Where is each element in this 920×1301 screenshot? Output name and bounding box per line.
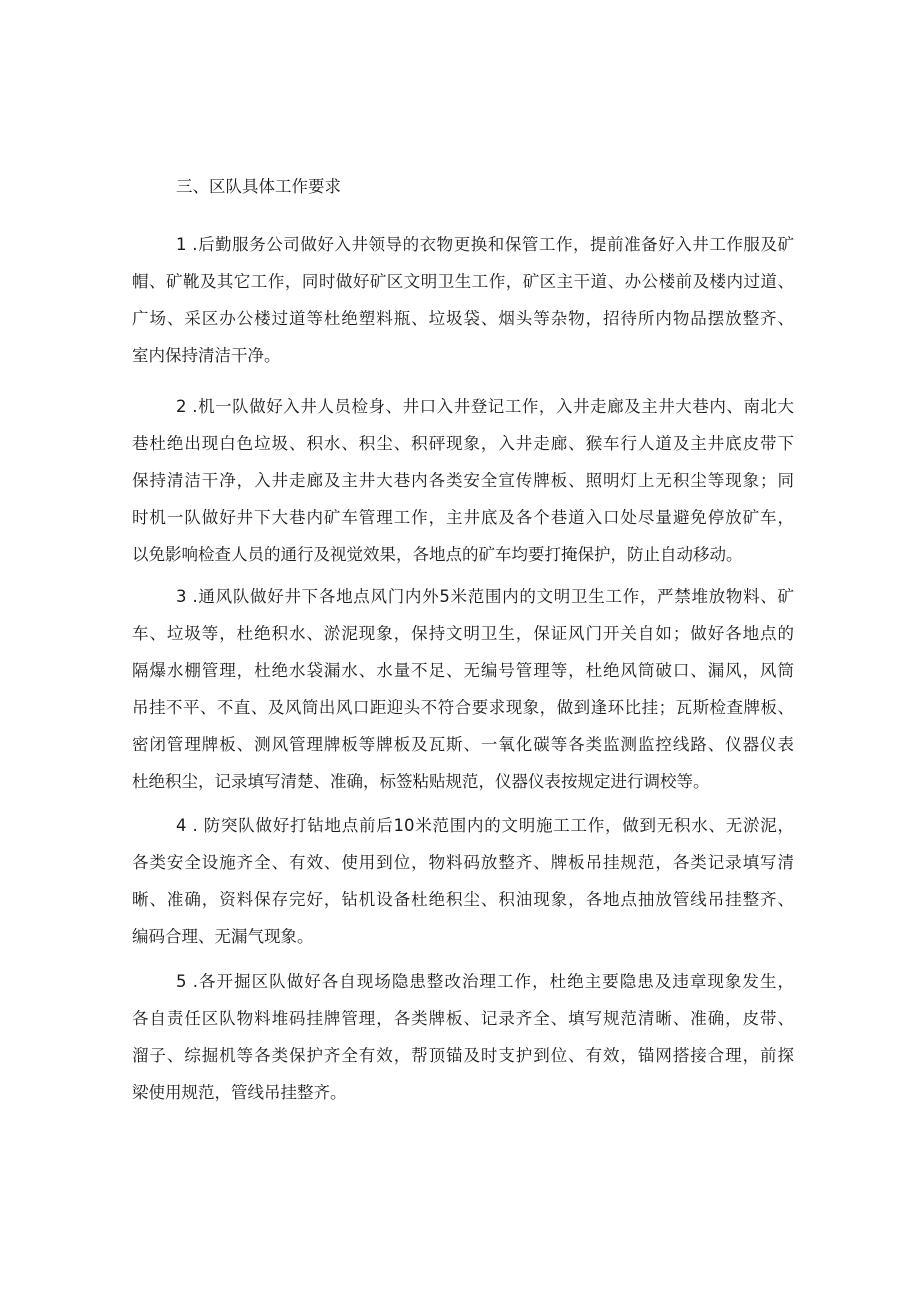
- paragraph-line: 3 .通风队做好井下各地点风门内外5米范围内的文明卫生工作，严禁堆放物料、矿: [176, 587, 794, 606]
- paragraph-5: [132, 970, 794, 1118]
- paragraph-line: 溜子、综掘机等各类保护齐全有效，帮顶锚及时支护到位、有效，锚网搭接合理，前探: [132, 1046, 794, 1065]
- paragraph-line: 保持清洁干净，入井走廊及主井大巷内各类安全宣传牌板、照明灯上无积尘等现象；同: [132, 471, 794, 490]
- section-title: 三、区队具体工作要求: [176, 177, 341, 196]
- paragraph-line: 5 .各开掘区队做好各自现场隐患整改治理工作，杜绝主要隐患及违章现象发生，: [176, 972, 794, 991]
- paragraph-line: 吊挂不平、不直、及风筒出风口距迎头不符合要求现象，做到逢环比挂；瓦斯检查牌板、: [132, 698, 794, 717]
- paragraph-line: 杜绝积尘，记录填写清楚、准确，标签粘贴规范，仪器仪表按规定进行调校等。: [132, 772, 710, 791]
- paragraph-line: 隔爆水棚管理，杜绝水袋漏水、水量不足、无编号管理等，杜绝风筒破口、漏风，风筒: [132, 661, 794, 680]
- paragraph-line: 晰、准确，资料保存完好，钻机设备杜绝积尘、积油现象，各地点抽放管线吊挂整齐、: [132, 890, 794, 909]
- paragraph-line: 编码合理、无漏气现象。: [132, 927, 314, 946]
- paragraph-1: [132, 233, 794, 381]
- paragraph-line: 帽、矿靴及其它工作，同时做好矿区文明卫生工作，矿区主干道、办公楼前及楼内过道、: [132, 272, 794, 291]
- paragraph-3: [132, 585, 794, 807]
- paragraph-line: 4 . 防突队做好打钻地点前后10米范围内的文明施工工作，做到无积水、无淤泥，: [176, 816, 794, 835]
- paragraph-line: 2 .机一队做好入井人员检身、井口入井登记工作，入井走廊及主井大巷内、南北大: [176, 397, 794, 416]
- paragraph-line: 密闭管理牌板、测风管理牌板等牌板及瓦斯、一氧化碳等各类监测监控线路、仪器仪表: [132, 735, 794, 754]
- paragraph-line: 室内保持清洁干净。: [132, 346, 281, 365]
- paragraph-line: 广场、采区办公楼过道等杜绝塑料瓶、垃圾袋、烟头等杂物，招待所内物品摆放整齐、: [132, 309, 794, 328]
- paragraph-4: [132, 814, 794, 962]
- paragraph-line: 1 .后勤服务公司做好入井领导的衣物更换和保管工作，提前准备好入井工作服及矿: [176, 235, 794, 254]
- paragraph-line: 时机一队做好井下大巷内矿车管理工作，主井底及各个巷道入口处尽量避免停放矿车，: [132, 508, 794, 527]
- paragraph-line: 车、垃圾等，杜绝积水、淤泥现象，保持文明卫生，保证风门开关自如；做好各地点的: [132, 624, 794, 643]
- paragraph-line: 各自责任区队物料堆码挂牌管理，各类牌板、记录齐全、填写规范清晰、准确，皮带、: [132, 1009, 794, 1028]
- paragraph-line: 巷杜绝出现白色垃圾、积水、积尘、积砰现象，入井走廊、猴车行人道及主井底皮带下: [132, 434, 794, 453]
- paragraph-line: 各类安全设施齐全、有效、使用到位，物料码放整齐、牌板吊挂规范，各类记录填写清: [132, 853, 794, 872]
- paragraph-line: 梁使用规范，管线吊挂整齐。: [132, 1083, 347, 1102]
- paragraph-2: [132, 395, 794, 580]
- paragraph-line: 以免影响检查人员的通行及视觉效果，各地点的矿车均要打掩保护，防止自动移动。: [132, 545, 743, 564]
